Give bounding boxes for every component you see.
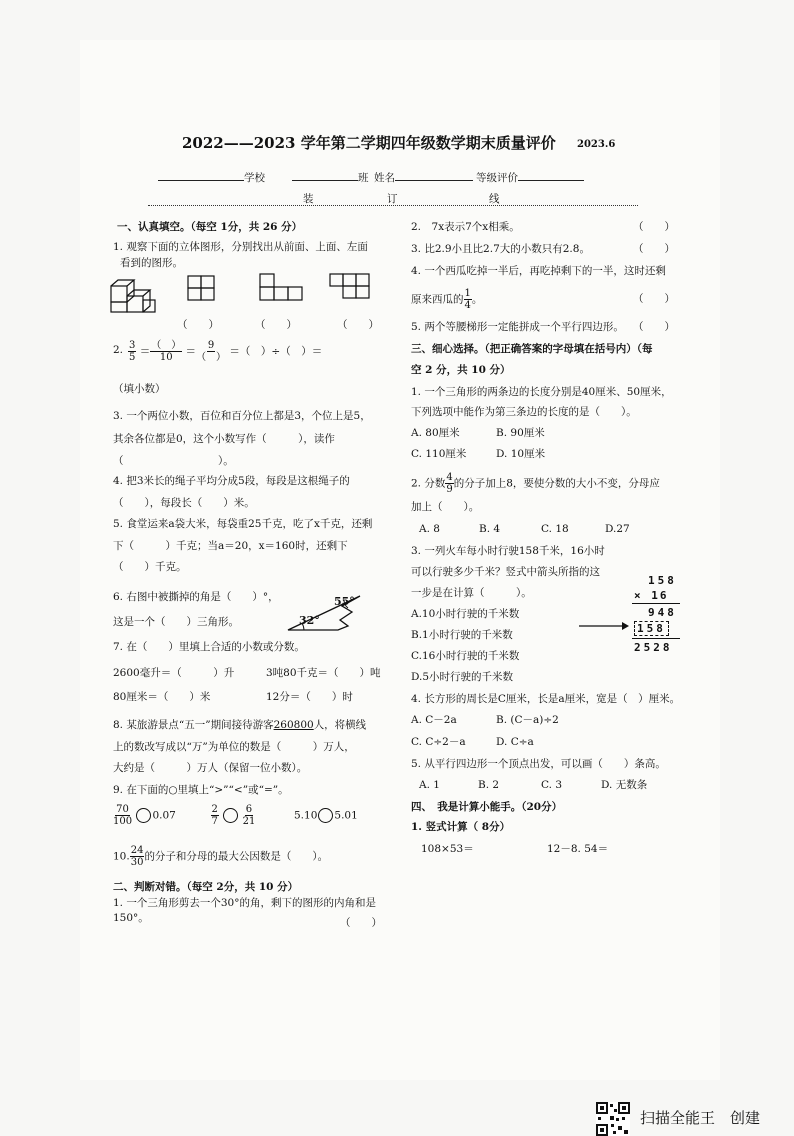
vertical-line-3: 948 [648, 606, 677, 619]
s2-q5-answer[interactable]: （ ） [633, 321, 675, 333]
s1-q2-number: 2. [113, 344, 124, 356]
s3-q3-line2: 可以行驶多少千米？竖式中箭头所指的这 [411, 566, 600, 578]
s4-sub-heading: 1. 竖式计算（ 8分） [411, 821, 511, 833]
exam-date: 2023.6 [577, 139, 616, 150]
s1-q1-line1: 1. 观察下面的立体图形，分别找出从前面、上面、左面 [113, 241, 368, 253]
s1-q5-line2: 下（ ）千克；当a＝20，x＝160时，还剩下 [113, 540, 348, 552]
s2-q3-answer[interactable]: （ ） [633, 243, 675, 255]
s3-q2-option-d[interactable]: D.27 [605, 523, 630, 535]
s1-q5-line1: 5. 食堂运来a袋大米，每袋重25千克，吃了x千克，还剩 [113, 518, 373, 530]
s3-q1-option-d[interactable]: D. 10厘米 [496, 448, 546, 460]
compare-items: $\frac{70}{100}$ 0.07 $\frac{2}{7}$ $\frac{6}{21}$ 5.10 5.01 [113, 804, 358, 827]
s1-q7d: 12分＝（ ）时 [266, 691, 353, 703]
grade-field[interactable]: 等级评价 [476, 170, 584, 184]
s1-q3-line3: （ ）。 [113, 455, 234, 467]
class-field[interactable]: 班 [292, 170, 369, 184]
staple-mark: 订 [384, 194, 401, 205]
s1-q7a: 2600毫升＝（ ）升 [113, 667, 235, 679]
s4-expr-2: 12－8. 54＝ [547, 843, 609, 855]
vertical-rule-1 [632, 603, 680, 604]
s3-q1-option-a[interactable]: A. 80厘米 [411, 427, 460, 439]
s1-q2-expression: $\frac{3}{5}$ ＝ $\frac{( )}{10}$ ＝ $\frac{9}{( )}$ ＝（ ）÷（ ）＝ [129, 340, 323, 363]
s3-q4-option-d[interactable]: D. C÷a [496, 736, 534, 748]
vertical-line-1: 158 [648, 574, 677, 587]
s2-q1-line2: 150°。 [113, 912, 149, 924]
s3-q2-option-c[interactable]: C. 18 [541, 523, 569, 535]
s1-q8-line2: 上的数改写成以“万”为单位的数是（ ）万人， [113, 741, 355, 753]
vertical-line-5: 2528 [634, 641, 673, 654]
s3-q1-line1: 1. 一个三角形的两条边的长度分别是40厘米、50厘米， [411, 386, 672, 398]
s1-q3-line2: 其余各位都是0，这个小数写作（ ），读作 [113, 433, 335, 445]
section3-heading: 三、细心选择。（把正确答案的字母填在括号内）（每 [411, 343, 653, 355]
s3-q1-line2: 下列选项中能作为第三条边的长度的是（ ）。 [411, 406, 637, 418]
s1-q10: 10. $\frac{24}{30}$ 的分子和分母的最大公因数是（ ）。 [113, 845, 329, 868]
s3-q3-option-a[interactable]: A.10小时行驶的千米数 [411, 608, 520, 620]
s2-q2-answer[interactable]: （ ） [633, 221, 675, 233]
s3-q5-option-d[interactable]: D. 无数条 [601, 779, 648, 791]
s1-q9: 9. 在下面的○里填上“>”“<”或“=”。 [113, 784, 289, 796]
s3-q5-option-a[interactable]: A. 1 [419, 779, 440, 791]
s3-q1-option-c[interactable]: C. 110厘米 [411, 448, 467, 460]
s3-q4-option-a[interactable]: A. C－2a [411, 714, 457, 726]
s2-q1-answer[interactable]: （ ） [340, 917, 382, 929]
qr-code-icon [596, 1102, 630, 1136]
binding-mark: 装 [300, 194, 317, 205]
s2-q2: 2. 7x表示7个x相乘。 [411, 221, 520, 233]
compare-circle-3[interactable] [318, 808, 333, 823]
s1-q7: 7. 在（ ）里填上合适的小数或分数。 [113, 641, 305, 653]
s3-q4: 4. 长方形的周长是C厘米，长是a厘米，宽是（ ）厘米。 [411, 693, 681, 705]
angle-55-label: 55° [334, 595, 355, 608]
angle-32-label: 32° [299, 614, 320, 627]
s1-q7c: 80厘米＝（ ）米 [113, 691, 211, 703]
section1-heading: 一、认真填空。（每空 1分，共 26 分） [117, 221, 303, 233]
s1-q5-line3: （ ）千克。 [113, 561, 187, 573]
s1-q2-note: （填小数） [113, 383, 166, 395]
section4-heading: 四、 我是计算小能手。（20分） [411, 801, 563, 813]
arrow-icon [578, 620, 630, 632]
answer-blank-view-c[interactable]: （ ） [337, 319, 379, 331]
s1-q4-line1: 4. 把3米长的绳子平均分成5段，每段是这根绳子的 [113, 475, 350, 487]
s1-q6-line2: 这是一个（ ）三角形。 [113, 616, 239, 628]
s3-q3-line3: 一步是在计算（ ）。 [411, 587, 532, 599]
view-figures [108, 272, 378, 320]
s3-q3-option-c[interactable]: C.16小时行驶的千米数 [411, 650, 520, 662]
s3-q2-line2: 加上（ ）。 [411, 501, 480, 513]
vertical-line-2: × 16 [634, 589, 669, 602]
s3-q3-line1: 3. 一列火车每小时行驶158千米，16小时 [411, 545, 605, 557]
s3-q4-option-c[interactable]: C. C÷2－a [411, 736, 466, 748]
answer-blank-view-b[interactable]: （ ） [255, 319, 297, 331]
name-field[interactable]: 姓名 [374, 170, 473, 184]
view-figure-b [260, 274, 302, 300]
s1-q7b: 3吨80千克＝（ ）吨 [266, 667, 381, 679]
section3-heading-cont: 空 2 分，共 10 分） [411, 364, 511, 376]
s1-q8-line3: 大约是（ ）万人（保留一位小数）。 [113, 762, 308, 774]
compare-circle-2[interactable] [223, 808, 238, 823]
s3-q5: 5. 从平行四边形一个顶点出发，可以画（ ）条高。 [411, 758, 666, 770]
vertical-line-4-highlighted: 158 [634, 621, 669, 636]
s2-q4-line1: 4. 一个西瓜吃掉一半后，再吃掉剩下的一半，这时还剩 [411, 265, 666, 277]
s3-q3-option-d[interactable]: D.5小时行驶的千米数 [411, 671, 514, 683]
s1-q3-line1: 3. 一个两位小数，百位和百分位上都是3，个位上是5， [113, 410, 371, 422]
s2-q1-line1: 1. 一个三角形剪去一个30°的角，剩下的图形的内角和是 [113, 897, 376, 909]
cube-solid-figure [111, 280, 155, 312]
s3-q2-line1: 2. 分数 $\frac{4}{9}$ 的分子加上8，要使分数的大小不变，分母应 [411, 472, 660, 495]
vertical-rule-2 [632, 638, 680, 639]
s3-q5-option-c[interactable]: C. 3 [541, 779, 563, 791]
s3-q1-option-b[interactable]: B. 90厘米 [496, 427, 545, 439]
scanner-watermark: 扫描全能王 创建 [640, 1109, 761, 1127]
s3-q2-option-b[interactable]: B. 4 [479, 523, 501, 535]
s2-q4-answer[interactable]: （ ） [633, 293, 675, 305]
section2-heading: 二、判断对错。（每空 2分，共 10 分） [113, 881, 299, 893]
s1-q1-line2: 看到的图形。 [120, 257, 183, 269]
compare-circle-1[interactable] [136, 808, 151, 823]
answer-blank-view-a[interactable]: （ ） [177, 319, 219, 331]
school-field[interactable]: 学校 [158, 170, 265, 184]
torn-triangle-figure [284, 592, 374, 634]
s2-q4-line2: 原来西瓜的 $\frac{1}{4}$ 。 [411, 288, 483, 311]
s1-q6-line1: 6. 右图中被撕掉的角是（ ）°， [113, 591, 279, 603]
s3-q4-option-b[interactable]: B. (C－a)÷2 [496, 714, 559, 726]
view-figure-a [188, 276, 214, 300]
s2-q5: 5. 两个等腰梯形一定能拼成一个平行四边形。 [411, 321, 624, 333]
s2-q3: 3. 比2.9小且比2.7大的小数只有2.8。 [411, 243, 590, 255]
s3-q5-option-b[interactable]: B. 2 [478, 779, 500, 791]
s3-q2-option-a[interactable]: A. 8 [419, 523, 440, 535]
s1-q8-line1: 8. 某旅游景点“五一”期间接待游客260800人，将横线 [113, 719, 367, 731]
view-figure-c [330, 274, 369, 298]
s1-q4-line2: （ ），每段长（ ）米。 [113, 497, 255, 509]
s4-expr-1: 108×53＝ [421, 843, 474, 855]
s3-q3-option-b[interactable]: B.1小时行驶的千米数 [411, 629, 513, 641]
line-mark: 线 [486, 194, 503, 205]
exam-title: 2022——2023 学年第二学期四年级数学期末质量评价 [182, 134, 556, 152]
binding-dotted-line [148, 205, 638, 206]
